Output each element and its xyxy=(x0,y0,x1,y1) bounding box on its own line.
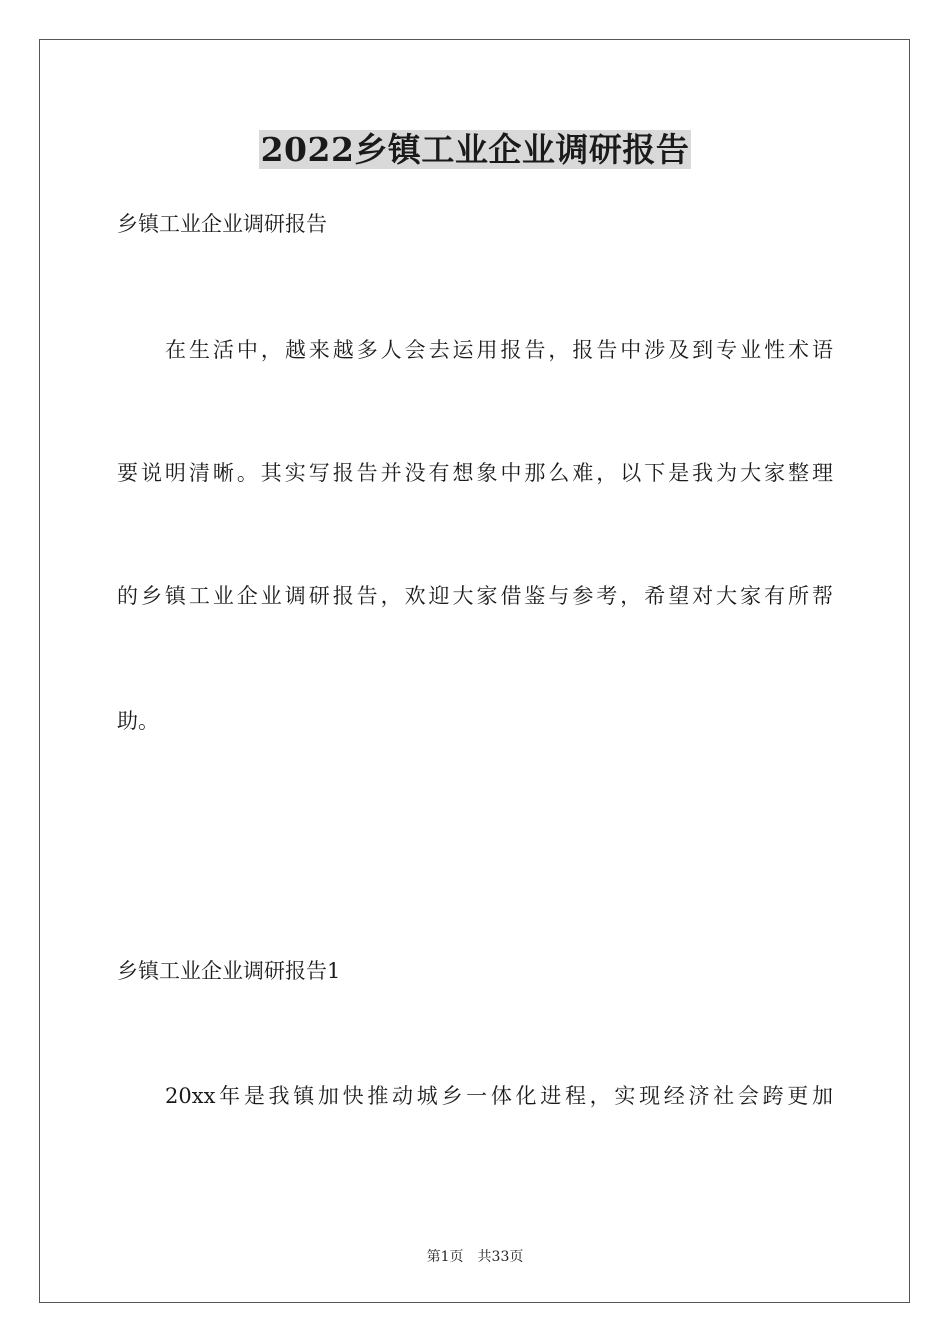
paragraph-line: 的乡镇工业企业调研报告，欢迎大家借鉴与参考，希望对大家有所帮 xyxy=(117,584,833,608)
paragraph-line: 20xx年是我镇加快推动城乡一体化进程，实现经济社会跨更加 xyxy=(165,1084,833,1108)
section-heading: 乡镇工业企业调研报告1 xyxy=(117,959,341,983)
page-footer: 第1页 共33页 xyxy=(426,1249,524,1265)
document-title-text: 2022乡镇工业企业调研报告 xyxy=(260,130,690,169)
subtitle-line: 乡镇工业企业调研报告 xyxy=(117,212,327,236)
paragraph-line: 要说明清晰。其实写报告并没有想象中那么难，以下是我为大家整理 xyxy=(117,461,833,485)
paragraph-line: 在生活中，越来越多人会去运用报告，报告中涉及到专业性术语 xyxy=(165,338,833,362)
paragraph-line: 助。 xyxy=(117,709,159,733)
document-title xyxy=(0,128,950,172)
